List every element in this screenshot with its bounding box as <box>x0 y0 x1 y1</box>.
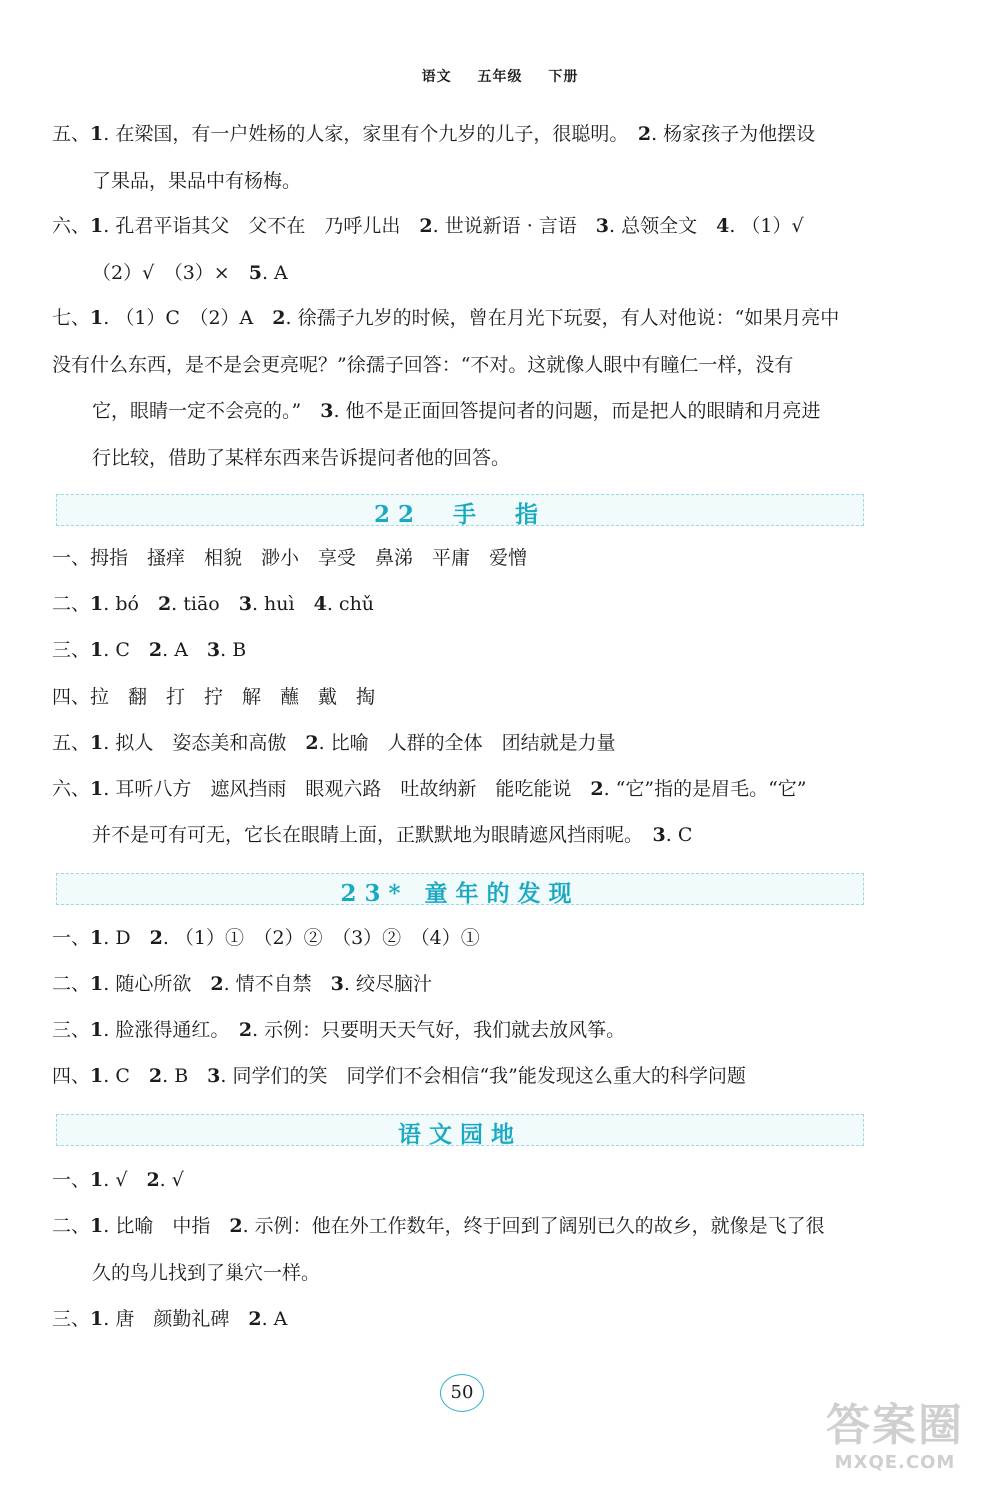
item-number: 2 <box>148 639 163 661</box>
answer-line <box>52 731 882 755</box>
answer-text: 三、 <box>52 1019 91 1041</box>
answer-text: . chǔ <box>326 593 375 615</box>
answer-text: 没有什么东西，是不是会更亮呢？”徐孺子回答：“不对。这就像人眼中有瞳仁一样，没有 <box>52 354 794 376</box>
header-subject: 语文 <box>421 69 452 85</box>
answer-text: 二、 <box>52 973 91 995</box>
answer-line <box>52 1168 882 1192</box>
watermark-text: 答案圈 <box>826 1400 964 1451</box>
answer-text: . 绞尽脑汁 <box>343 973 432 995</box>
answer-line <box>52 972 882 996</box>
answer-line <box>92 261 922 285</box>
section-title-bar <box>56 873 864 905</box>
answer-line <box>52 592 882 616</box>
answer-text: 五、 <box>52 123 91 145</box>
answer-text: 五、 <box>52 732 91 754</box>
section-title-bar <box>56 1114 864 1146</box>
answer-line <box>92 1261 922 1285</box>
answer-text: （2）√ （3）× <box>92 262 249 284</box>
answer-text: . 在梁国，有一户姓杨的人家，家里有个九岁的儿子，很聪明。 <box>103 123 638 145</box>
item-number: 2 <box>419 215 433 237</box>
answer-line <box>52 685 882 709</box>
answer-text: 六、 <box>52 215 91 237</box>
answer-text: . bó <box>103 593 158 615</box>
answer-text: . （1）① （2）② （3）② （4）① <box>162 927 480 949</box>
item-number: 3 <box>207 1065 221 1087</box>
answer-line <box>52 546 882 570</box>
answer-text: . √ <box>103 1169 147 1191</box>
answer-line <box>92 446 922 470</box>
answer-text: 七、 <box>52 307 91 329</box>
item-number: 1 <box>90 307 104 329</box>
item-number: 2 <box>238 1019 253 1041</box>
section-title: 23* 童年的发现 <box>340 880 580 907</box>
answer-text: 了果品，果品中有杨梅。 <box>92 170 302 192</box>
answer-text: . C <box>665 824 693 846</box>
answer-text: . D <box>103 927 150 949</box>
answer-text: 一、 <box>52 927 91 949</box>
item-number: 1 <box>90 927 104 949</box>
item-number: 2 <box>146 1169 160 1191</box>
item-number: 1 <box>90 1215 104 1237</box>
item-number: 1 <box>90 639 104 661</box>
item-number: 2 <box>148 1065 163 1087</box>
answer-line <box>92 823 922 847</box>
answer-line <box>92 169 922 193</box>
item-number: 3 <box>330 973 344 995</box>
answer-text: . （1）C （2）A <box>103 307 273 329</box>
item-number: 2 <box>149 927 163 949</box>
answer-line <box>52 1307 882 1331</box>
section-title-bar <box>56 494 864 526</box>
answer-text: . 耳听八方 遮风挡雨 眼观六路 吐故纳新 能吃能说 <box>103 778 591 800</box>
answer-line <box>52 926 882 950</box>
item-number: 1 <box>90 123 104 145</box>
item-number: 1 <box>90 1169 104 1191</box>
answer-text: 三、 <box>52 639 91 661</box>
item-number: 1 <box>90 778 104 800</box>
item-number: 1 <box>90 593 104 615</box>
answer-text: . “它”指的是眉毛。“它” <box>603 778 807 800</box>
header-grade: 五年级 <box>477 69 523 85</box>
item-number: 3 <box>320 400 334 422</box>
answer-text: 一、 <box>52 1169 91 1191</box>
answer-text: . A <box>261 1308 288 1330</box>
answer-text: 二、 <box>52 593 91 615</box>
answer-text: . 杨家孩子为他摆设 <box>651 123 816 145</box>
answer-text: 四、拉 翻 打 拧 解 蘸 戴 掏 <box>52 686 376 708</box>
answer-text: . 唐 颜勤礼碑 <box>103 1308 249 1330</box>
answer-text: 它，眼睛一定不会亮的。” <box>92 400 321 422</box>
answer-text: 久的鸟儿找到了巢穴一样。 <box>92 1262 321 1284</box>
answer-text: . 示例：只要明天天气好，我们就去放风筝。 <box>252 1019 626 1041</box>
answer-line <box>52 353 882 377</box>
item-number: 2 <box>590 778 604 800</box>
answer-text: 并不是可有可无，它长在眼睛上面，正默默地为眼睛遮风挡雨呢。 <box>92 824 653 846</box>
item-number: 2 <box>210 973 224 995</box>
watermark-logo <box>800 1400 990 1480</box>
answer-text: 一、拇指 搔痒 相貌 渺小 享受 鼻涕 平庸 爱憎 <box>52 547 528 569</box>
answer-text: . 他不是正面回答提问者的问题，而是把人的眼睛和月亮进 <box>333 400 821 422</box>
item-number: 5 <box>248 262 262 284</box>
answer-text: . C <box>103 1065 149 1087</box>
answer-text: 行比较，借助了某样东西来告诉提问者他的回答。 <box>92 447 511 469</box>
answer-text: . B <box>220 639 247 661</box>
answer-text: . 示例：他在外工作数年，终于回到了阔别已久的故乡，就像是飞了很 <box>242 1215 825 1237</box>
item-number: 2 <box>272 307 286 329</box>
answer-text: . （1）√ <box>729 215 804 237</box>
answer-text: . A <box>162 639 207 661</box>
item-number: 3 <box>652 824 666 846</box>
item-number: 1 <box>90 215 104 237</box>
answer-text: . 孔君平诣其父 父不在 乃呼儿出 <box>103 215 420 237</box>
answer-text: . 情不自禁 <box>223 973 331 995</box>
header-volume: 下册 <box>548 69 579 85</box>
item-number: 1 <box>90 732 104 754</box>
item-number: 2 <box>305 732 319 754</box>
answer-line <box>52 777 882 801</box>
answer-text: . tiāo <box>171 593 239 615</box>
answer-text: . A <box>261 262 288 284</box>
answer-text: 三、 <box>52 1308 91 1330</box>
answer-line <box>52 306 882 330</box>
item-number: 1 <box>90 1308 104 1330</box>
page-number: 50 <box>440 1374 484 1412</box>
answer-line <box>52 1018 882 1042</box>
page-header <box>0 66 1000 86</box>
answer-text: . √ <box>159 1169 184 1191</box>
item-number: 2 <box>248 1308 262 1330</box>
answer-line <box>52 638 882 662</box>
item-number: 4 <box>313 593 327 615</box>
item-number: 3 <box>595 215 610 237</box>
answer-text: . 世说新语 · 言语 <box>432 215 596 237</box>
answer-text: . B <box>162 1065 208 1087</box>
answer-text: . 总领全文 <box>609 215 717 237</box>
item-number: 2 <box>229 1215 243 1237</box>
answer-text: . C <box>103 639 149 661</box>
answer-text: . 徐孺子九岁的时候，曾在月光下玩耍，有人对他说：“如果月亮中 <box>285 307 840 329</box>
answer-text: . 拟人 姿态美和高傲 <box>103 732 306 754</box>
section-title: 22 手 指 <box>373 501 546 528</box>
item-number: 1 <box>90 1019 104 1041</box>
answer-line <box>52 122 882 146</box>
item-number: 1 <box>90 973 104 995</box>
item-number: 2 <box>637 123 652 145</box>
answer-line <box>52 1214 882 1238</box>
item-number: 3 <box>206 639 221 661</box>
answer-text: . huì <box>251 593 314 615</box>
answer-text: . 比喻 中指 <box>103 1215 230 1237</box>
answer-line <box>92 399 922 423</box>
item-number: 4 <box>716 215 730 237</box>
answer-line <box>52 1064 882 1088</box>
item-number: 3 <box>238 593 252 615</box>
answer-text: . 随心所欲 <box>103 973 211 995</box>
answer-line <box>52 214 882 238</box>
item-number: 2 <box>157 593 172 615</box>
answer-text: 二、 <box>52 1215 91 1237</box>
answer-text: 四、 <box>52 1065 91 1087</box>
section-title: 语文园地 <box>398 1121 522 1148</box>
answer-text: . 脸涨得通红。 <box>103 1019 239 1041</box>
item-number: 1 <box>90 1065 104 1087</box>
answer-text: . 同学们的笑 同学们不会相信“我”能发现这么重大的科学问题 <box>220 1065 746 1087</box>
answer-text: 六、 <box>52 778 91 800</box>
answer-text: . 比喻 人群的全体 团结就是力量 <box>318 732 616 754</box>
watermark-url: MXQE.COM <box>834 1452 956 1473</box>
